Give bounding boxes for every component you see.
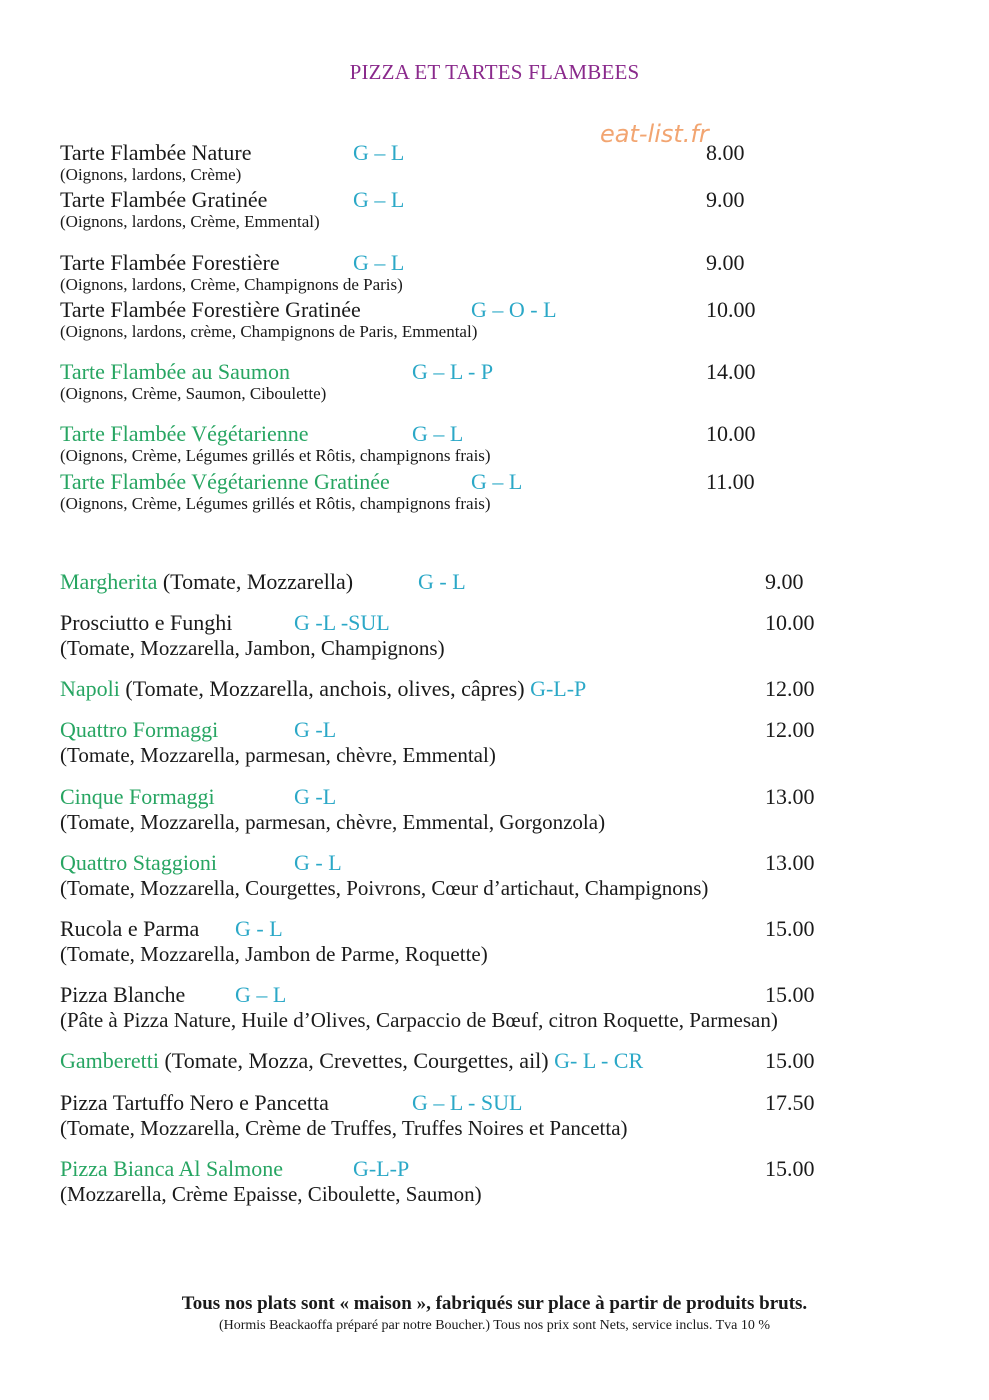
item-name: Tarte Flambée au Saumon bbox=[60, 359, 291, 384]
item-description: (Oignons, Crème, Légumes grillés et Rôtis, champignons frais) bbox=[60, 494, 491, 513]
item-price: 15.00 bbox=[765, 982, 815, 1007]
allergen-code: G – L bbox=[412, 421, 464, 446]
item-description: (Tomate, Mozzarella, parmesan, chèvre, Emmental) bbox=[60, 743, 496, 767]
item-name: Gamberetti bbox=[60, 1048, 159, 1073]
item-description: (Pâte à Pizza Nature, Huile d’Olives, Carpaccio de Bœuf, citron Roquette, Parmesan) bbox=[60, 1008, 778, 1032]
allergen-code: G -L bbox=[294, 784, 337, 809]
item-price: 10.00 bbox=[765, 610, 815, 635]
allergen-code: G – L bbox=[353, 250, 405, 275]
allergen-code: G- L - CR bbox=[554, 1048, 644, 1073]
allergen-code: G - L bbox=[235, 916, 283, 941]
item-price: 15.00 bbox=[765, 916, 815, 941]
item-name: Tarte Flambée Gratinée bbox=[60, 187, 268, 212]
item-name: Tarte Flambée Végétarienne Gratinée bbox=[60, 469, 390, 494]
allergen-code: G – L bbox=[353, 140, 405, 165]
allergen-code: G – L bbox=[353, 187, 405, 212]
item-description: (Oignons, lardons, Crème, Champignons de Paris) bbox=[60, 275, 403, 294]
allergen-code: G – L - SUL bbox=[412, 1090, 523, 1115]
item-line bbox=[60, 1048, 643, 1074]
item-name: Quattro Formaggi bbox=[60, 717, 219, 742]
item-description: (Oignons, Crème, Légumes grillés et Rôtis, champignons frais) bbox=[60, 446, 491, 465]
item-description: (Oignons, lardons, Crème) bbox=[60, 165, 242, 184]
item-price: 9.00 bbox=[765, 569, 804, 594]
item-price: 13.00 bbox=[765, 784, 815, 809]
item-name: Margherita bbox=[60, 569, 158, 594]
item-price: 12.00 bbox=[765, 717, 815, 742]
item-price: 8.00 bbox=[706, 140, 745, 165]
item-description: (Mozzarella, Crème Epaisse, Ciboulette, Saumon) bbox=[60, 1182, 482, 1206]
item-name: Tarte Flambée Végétarienne bbox=[60, 421, 309, 446]
item-description: (Tomate, Mozzarella, Crème de Truffes, Truffes Noires et Pancetta) bbox=[60, 1116, 628, 1140]
item-name: Pizza Blanche bbox=[60, 982, 186, 1007]
item-price: 9.00 bbox=[706, 250, 745, 275]
allergen-code: G – L bbox=[235, 982, 287, 1007]
page-title: PIZZA ET TARTES FLAMBEES bbox=[349, 60, 640, 84]
item-description: (Tomate, Mozzarella, Courgettes, Poivrons, Cœur d’artichaut, Champignons) bbox=[60, 876, 709, 900]
item-name: Prosciutto e Funghi bbox=[60, 610, 233, 635]
item-price: 9.00 bbox=[706, 187, 745, 212]
item-description: (Tomate, Mozzarella) bbox=[162, 569, 354, 594]
watermark: eat-list.fr bbox=[600, 120, 709, 148]
item-name: Napoli bbox=[60, 676, 120, 701]
item-line bbox=[60, 569, 353, 595]
footer-note: Tous nos plats sont « maison », fabriqués sur place à partir de produits bruts. bbox=[181, 1293, 808, 1314]
item-description: (Oignons, Crème, Saumon, Ciboulette) bbox=[60, 384, 327, 403]
item-price: 15.00 bbox=[765, 1156, 815, 1181]
item-name: Tarte Flambée Nature bbox=[60, 140, 252, 165]
item-name: Cinque Formaggi bbox=[60, 784, 215, 809]
allergen-code: G-L-P bbox=[530, 676, 587, 701]
item-price: 10.00 bbox=[706, 421, 756, 446]
item-description: (Tomate, Mozzarella, anchois, olives, câpres) bbox=[125, 676, 525, 701]
allergen-code: G - L bbox=[418, 569, 466, 594]
item-description: (Oignons, lardons, Crème, Emmental) bbox=[60, 212, 320, 231]
item-name: Pizza Bianca Al Salmone bbox=[60, 1156, 283, 1181]
allergen-code: G – O - L bbox=[471, 297, 557, 322]
item-name: Quattro Staggioni bbox=[60, 850, 218, 875]
item-price: 10.00 bbox=[706, 297, 756, 322]
allergen-code: G – L bbox=[471, 469, 523, 494]
item-price: 12.00 bbox=[765, 676, 815, 701]
item-price: 14.00 bbox=[706, 359, 756, 384]
allergen-code: G - L bbox=[294, 850, 342, 875]
allergen-code: G -L -SUL bbox=[294, 610, 390, 635]
item-price: 13.00 bbox=[765, 850, 815, 875]
item-description: (Tomate, Mozzarella, parmesan, chèvre, Emmental, Gorgonzola) bbox=[60, 810, 606, 834]
item-description: (Tomate, Mozzarella, Jambon, Champignons) bbox=[60, 636, 445, 660]
item-price: 17.50 bbox=[765, 1090, 815, 1115]
allergen-code: G -L bbox=[294, 717, 337, 742]
item-price: 15.00 bbox=[765, 1048, 815, 1073]
item-price: 11.00 bbox=[706, 469, 755, 494]
item-description: (Oignons, lardons, crème, Champignons de Paris, Emmental) bbox=[60, 322, 478, 341]
item-name: Tarte Flambée Forestière bbox=[60, 250, 280, 275]
item-name: Tarte Flambée Forestière Gratinée bbox=[60, 297, 361, 322]
item-name: Pizza Tartuffo Nero e Pancetta bbox=[60, 1090, 329, 1115]
item-description: (Tomate, Mozzarella, Jambon de Parme, Roquette) bbox=[60, 942, 488, 966]
item-description: (Tomate, Mozza, Crevettes, Courgettes, ail) bbox=[164, 1048, 549, 1073]
item-line bbox=[60, 676, 586, 702]
allergen-code: G-L-P bbox=[353, 1156, 410, 1181]
allergen-code: G – L - P bbox=[412, 359, 494, 384]
footer-subnote: (Hormis Beackaoffa préparé par notre Boucher.) Tous nos prix sont Nets, service inclus. Tva 10 % bbox=[218, 1318, 771, 1333]
item-name: Rucola e Parma bbox=[60, 916, 200, 941]
